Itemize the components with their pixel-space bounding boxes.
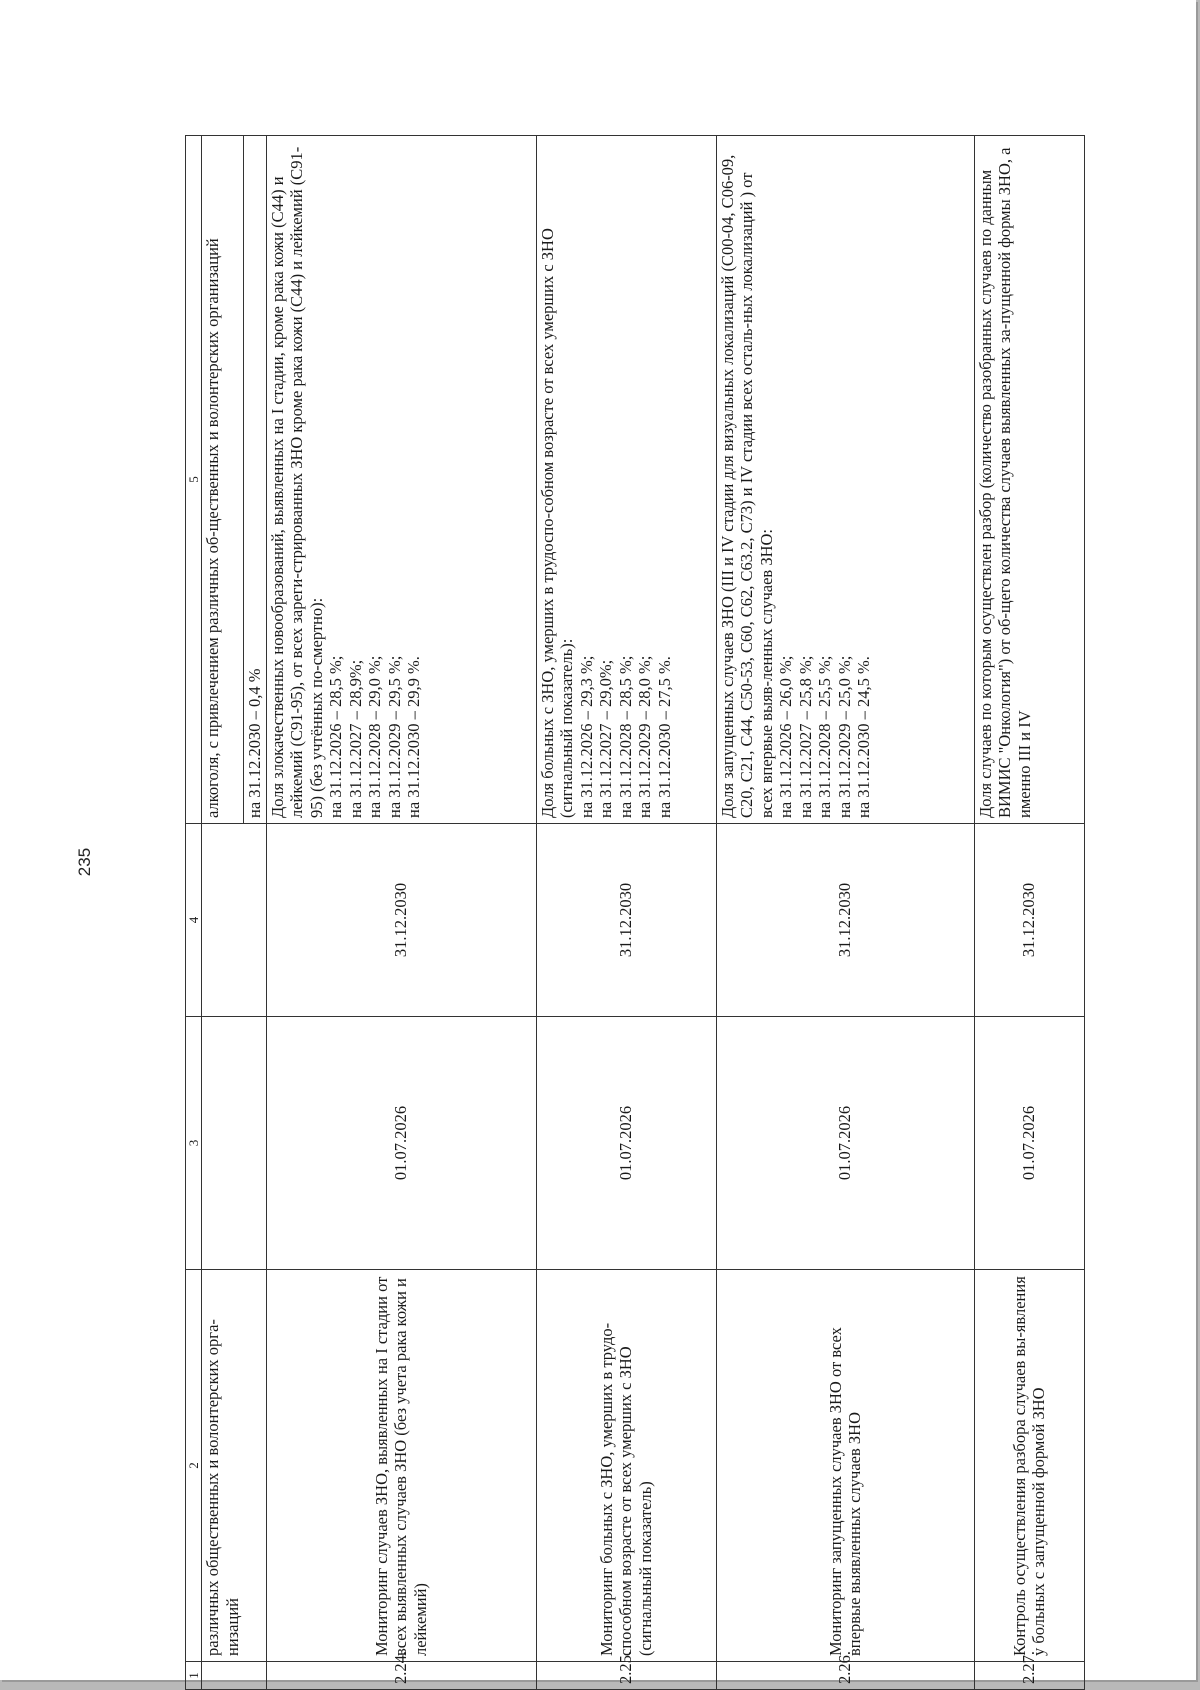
header-col-5: 5 [186, 136, 202, 824]
row-description-text: Доля злокачественных новообразований, выявленных на I стадии, кроме рака кожи (C44) и лейкемий (C91-95), от всех зареги-стрированных ЗНО кроме рака кожи (C44) и лейкемий (C91-95) (без учтённых по-смертно): [267, 146, 326, 818]
row-value-2: на 31.12.2027 – 25,8 %; [795, 655, 815, 818]
row-end-date: 31.12.2030 [716, 824, 974, 1017]
table-rotation-frame [185, 135, 1188, 1690]
row-description-text: Доля больных с ЗНО, умерших в трудоспо-собном возрасте от всех умерших с ЗНО (сигнальный показатель): [537, 228, 576, 818]
row-value-2: на 31.12.2027 – 28,9%; [345, 659, 365, 818]
row-number: 2.24. [266, 1662, 536, 1690]
row-value-5: на 31.12.2030 – 29,9 %. [404, 656, 423, 818]
row-end-date: 31.12.2030 [974, 824, 1084, 1017]
row-description-text: Доля запущенных случаев ЗНО (III и IV стадии для визуальных локализаций (C00-04, C06-09, C20, C21, C44, C50-53, C60, C62, C63.2, C73) и IV стадии всех осталь-ных локализаций ) от всех впервые выяв-ленных случаев ЗНО: [717, 154, 776, 818]
header-row [186, 136, 202, 1690]
header-col-1: 1 [186, 1662, 202, 1690]
continuation-desc-extra-cell: на 31.12.2030 – 0,4 % [244, 136, 267, 824]
table-row [974, 136, 1084, 1690]
row-value-3: на 31.12.2028 – 28,5 %; [615, 655, 635, 818]
continuation-num-cell [202, 1662, 267, 1690]
table-row [716, 136, 974, 1690]
row-value-4: на 31.12.2029 – 29,5 %; [384, 655, 404, 818]
continuation-name-cell: различных общественных и волонтерских орга-низаций [202, 1270, 267, 1662]
row-number: 2.26. [716, 1662, 974, 1690]
row-start-date: 01.07.2026 [266, 1017, 536, 1270]
row-description [716, 136, 974, 824]
row-value-4: на 31.12.2029 – 25,0 %; [834, 655, 854, 818]
row-value-5: на 31.12.2030 – 27,5 %. [654, 656, 674, 818]
row-description [536, 136, 716, 824]
row-name: Мониторинг запущенных случаев ЗНО от всех впервые выявленных случаев ЗНО [716, 1270, 974, 1662]
row-description [974, 136, 1084, 824]
row-value-5: на 31.12.2030 – 24,5 %. [854, 656, 873, 818]
header-col-3: 3 [186, 1017, 202, 1270]
row-name: Мониторинг случаев ЗНО, выявленных на I стадии от всех выявленных случаев ЗНО (без учета рака кожи и лейкемий) [266, 1270, 536, 1662]
row-end-date: 31.12.2030 [266, 824, 536, 1017]
row-value-3: на 31.12.2028 – 29,0 %; [365, 655, 384, 818]
plan-table [185, 135, 1085, 1690]
row-name: Контроль осуществления разбора случаев вы-явления у больных с запущенной формой ЗНО [974, 1270, 1084, 1662]
row-end-date: 31.12.2030 [536, 824, 716, 1017]
row-number: 2.25. [536, 1662, 716, 1690]
row-value-1: на 31.12.2026 – 29,3 %; [576, 655, 596, 818]
row-start-date: 01.07.2026 [974, 1017, 1084, 1270]
row-number: 2.27. [974, 1662, 1084, 1690]
table-row [266, 136, 536, 1690]
table-row [536, 136, 716, 1690]
page-number: 235 [75, 847, 94, 877]
row-name: Мониторинг больных с ЗНО, умерших в трудо-способном возрасте от всех умерших с ЗНО (сигнальный показатель) [536, 1270, 716, 1662]
row-start-date: 01.07.2026 [716, 1017, 974, 1270]
row-value-1: на 31.12.2026 – 26,0 %; [776, 655, 795, 818]
row-value-3: на 31.12.2028 – 25,5 %; [815, 655, 834, 818]
continuation-row [202, 136, 244, 1690]
row-value-2: на 31.12.2027 – 29,0%; [596, 659, 615, 818]
row-description-text: Доля случаев по которым осуществлен разбор (количество разобранных случаев по данным ВИМИС "Онкология") от об-щего количества случаев выявленных за-пущенной формы ЗНО, а именно III и IV [975, 147, 1034, 818]
row-description [266, 136, 536, 824]
row-value-1: на 31.12.2026 – 28,5 %; [326, 655, 345, 818]
continuation-desc-cell: алкоголя, с привлечением различных об-щественных и волонтерских организаций [202, 136, 244, 824]
continuation-start-cell [202, 1017, 267, 1270]
row-start-date: 01.07.2026 [536, 1017, 716, 1270]
header-col-2: 2 [186, 1270, 202, 1662]
row-value-4: на 31.12.2029 – 28,0 %; [635, 655, 654, 818]
rotated-table-wrapper [185, 135, 1188, 1690]
continuation-end-cell [202, 824, 267, 1017]
header-col-4: 4 [186, 824, 202, 1017]
